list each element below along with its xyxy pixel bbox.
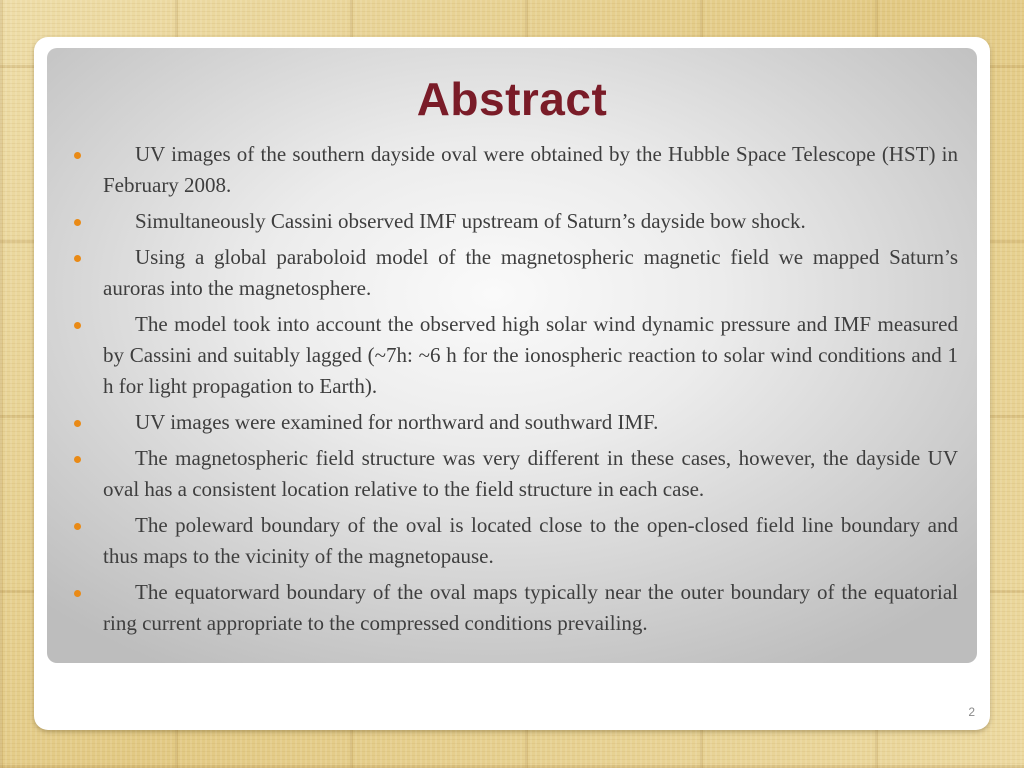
bullet-text: UV images of the southern dayside oval were obtained by the Hubble Space Telescope (HST) in February 2008. [103, 142, 958, 197]
bullet-text: The equatorward boundary of the oval maps typically near the outer boundary of the equatorial ring current appropriate to the compressed conditions prevailing. [103, 580, 958, 635]
bullet-text: UV images were examined for northward and southward IMF. [135, 410, 659, 434]
bullet-dot-icon [74, 523, 81, 530]
bullet-dot-icon [74, 152, 81, 159]
bullet-text: The poleward boundary of the oval is located close to the open-closed field line boundary and thus maps to the vicinity of the magnetopause. [103, 513, 958, 568]
bullet-dot-icon [74, 219, 81, 226]
bullet-text: The magnetospheric field structure was very different in these cases, however, the dayside UV oval has a consistent location relative to the field structure in each case. [103, 446, 958, 501]
bullet-item [74, 510, 958, 572]
bullet-item [74, 242, 958, 304]
slide-card [34, 37, 990, 730]
bullet-dot-icon [74, 255, 81, 262]
bullet-item [74, 206, 958, 237]
bullet-item [74, 443, 958, 505]
bullet-text: Using a global paraboloid model of the magnetospheric magnetic field we mapped Saturn’s auroras into the magnetosphere. [103, 245, 958, 300]
bullet-dot-icon [74, 456, 81, 463]
bullet-item [74, 407, 958, 438]
bullet-list [74, 139, 958, 644]
bullet-dot-icon [74, 420, 81, 427]
page-number: 2 [968, 705, 975, 719]
bullet-text: Simultaneously Cassini observed IMF upstream of Saturn’s dayside bow shock. [135, 209, 806, 233]
bullet-item [74, 577, 958, 639]
content-panel [47, 48, 977, 663]
bullet-dot-icon [74, 590, 81, 597]
bullet-item [74, 139, 958, 201]
bullet-dot-icon [74, 322, 81, 329]
slide-title: Abstract [416, 73, 608, 125]
bullet-text: The model took into account the observed high solar wind dynamic pressure and IMF measured by Cassini and suitably lagged (~7h: ~6 h for the ionospheric reaction to solar wind conditions and 1 h for light propagation to Earth). [103, 312, 958, 398]
bullet-item [74, 309, 958, 402]
